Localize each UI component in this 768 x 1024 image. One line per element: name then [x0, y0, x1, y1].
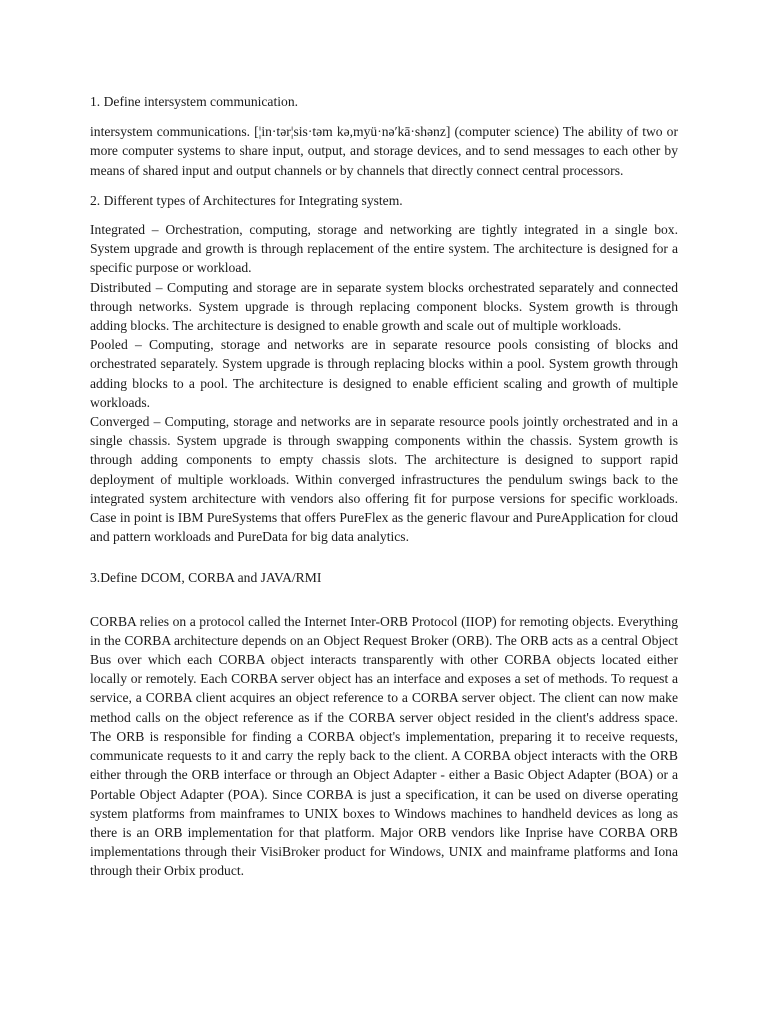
term-separator: –: [149, 414, 165, 430]
architecture-description: Orchestration, computing, storage and networking are tightly integrated in a single box. System upgrade and growth is through replacement of the entire system. The architecture is designed for a specific purpose or workload.: [90, 222, 679, 276]
question-2-heading: 2. Different types of Architectures for Integrating system.: [90, 192, 403, 208]
architecture-description: Computing and storage are in separate system blocks orchestrated separately and connected through networks. System upgrade is through replacing component blocks. System growth is through adding blocks. The architecture is designed to enable growth and scale out of multiple workloads.: [90, 279, 678, 334]
architecture-integrated: [90, 220, 678, 278]
term-separator: –: [151, 279, 168, 295]
architecture-term: Pooled: [90, 337, 128, 353]
architecture-distributed: [90, 278, 678, 336]
question-1-heading: 1. Define intersystem communication.: [90, 94, 299, 109]
architecture-term: Distributed: [90, 279, 152, 295]
architecture-converged: [90, 412, 678, 546]
term-separator: –: [127, 337, 150, 353]
architecture-description: Computing, storage and networks are in separate resource pools consisting of blocks and orchestrated separately. System upgrade is through replacing blocks within a pool. System growth through adding blocks to a pool. The architecture is designed to enable efficient scaling and growth of multiple workloads.: [90, 337, 678, 410]
architecture-term: Integrated: [90, 222, 146, 238]
intersystem-definition: intersystem communications. [¦in·tər¦sis·təm kə,myü·nə′kā·shənz] (computer science) The ability of two or more computer systems to share input, output, and storage devices, and to send messages to each other by means of shared input and output channels or by channels that directly connect central processors.: [90, 124, 678, 178]
question-3-heading: 3.Define DCOM, CORBA and JAVA/RMI: [90, 570, 322, 586]
corba-paragraph: CORBA relies on a protocol called the Internet Inter-ORB Protocol (IIOP) for remoting objects. Everything in the CORBA architecture depends on an Object Request Broker (ORB). The ORB acts as a central Object Bus over which each CORBA object interacts transparently with other CORBA objects located either locally or remotely. Each CORBA server object has an interface and exposes a set of methods. To request a service, a CORBA client acquires an object reference to a CORBA server object. The client can now make method calls on the object reference as if the CORBA server object resided in the client's address space. The ORB is responsible for finding a CORBA object's implementation, preparing it to receive requests, communicate requests to it and carry the reply back to the client. A CORBA object interacts with the ORB either through the ORB interface or through an Object Adapter - either a Basic Object Adapter (BOA) or a Portable Object Adapter (POA). Since CORBA is just a specification, it can be used on diverse operating system platforms from mainframes to UNIX boxes to Windows machines to handheld devices as long as there is an ORB implementation for that platform. Major ORB vendors like Inprise have CORBA ORB implementations through their VisiBroker product for Windows, UNIX and mainframe platforms and Iona through their Orbix product.: [90, 613, 678, 879]
term-separator: –: [145, 222, 166, 238]
architecture-description: Computing, storage and networks are in separate resource pools jointly orchestrated and in a single chassis. System upgrade is through swapping components within the chassis. System growth is through adding components to empty chassis slots. The architecture is designed to support rapid deployment of multiple workloads. Within converged infrastructures the pendulum swings back to the integrated system architecture with vendors also offering fit for purpose versions for specific workloads. Case in point is IBM PureSystems that offers PureFlex as the generic flavour and PureApplication for cloud and pattern workloads and PureData for big data analytics.: [90, 414, 678, 545]
document-page: [90, 92, 678, 881]
architecture-list: [90, 220, 678, 546]
architecture-pooled: [90, 335, 678, 412]
architecture-term: Converged: [90, 414, 150, 430]
